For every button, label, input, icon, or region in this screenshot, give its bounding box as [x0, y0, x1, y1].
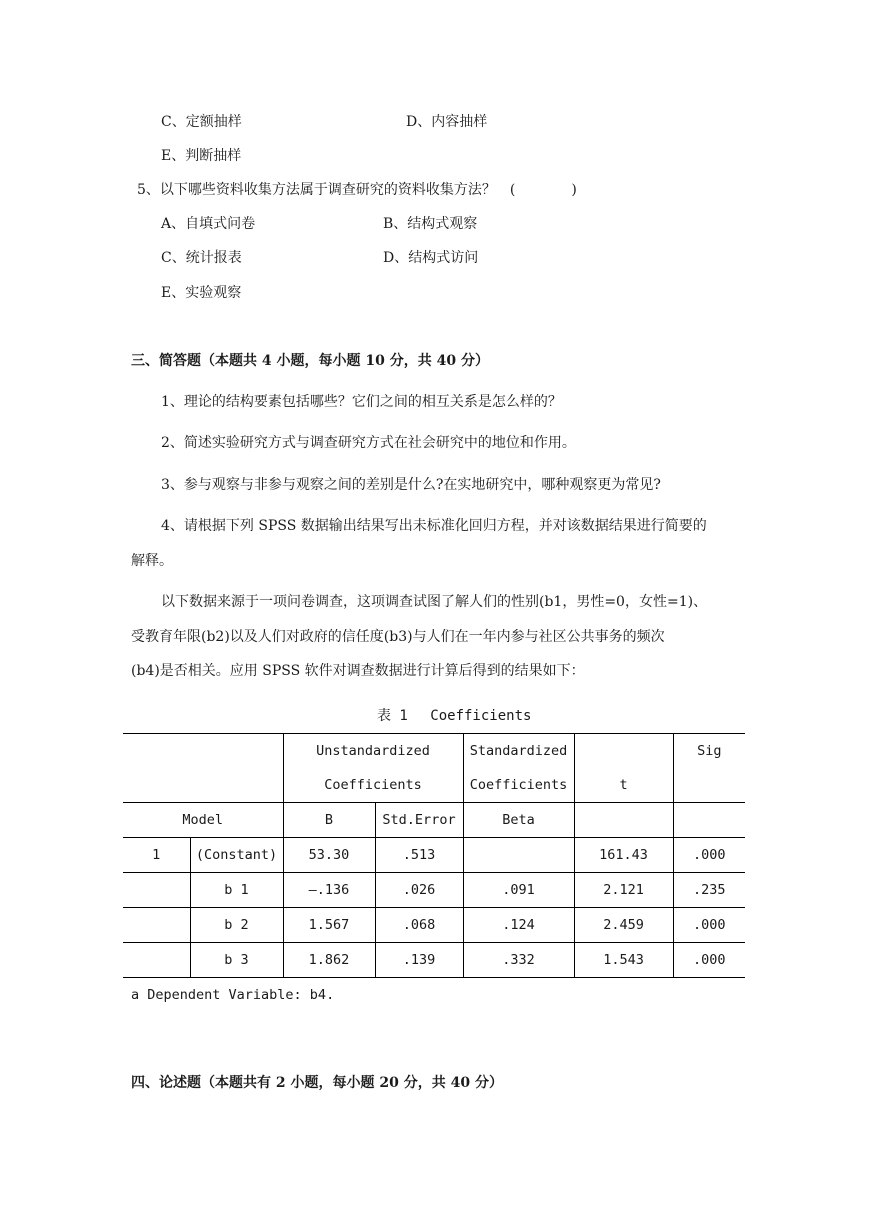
header-t-label: t	[619, 777, 628, 793]
question-5-stem: 5、以下哪些资料收集方法属于调查研究的资料收集方法？ ( )	[137, 182, 577, 198]
intro-paragraph-line1: 以下数据来源于一项问卷调查，这项调查试图了解人们的性别(b1，男性=0，女性=1)、	[161, 594, 708, 610]
cell-std-error: .068	[375, 908, 463, 943]
table-header-row-2	[123, 803, 745, 838]
coefficients-table	[123, 733, 745, 978]
cell-std-error: .026	[375, 873, 463, 908]
cell-b: 1.567	[283, 908, 375, 943]
header-standardized-line2: Coefficients	[469, 777, 568, 793]
option-d-q4: D、内容抽样	[406, 114, 488, 130]
cell-t: 1.543	[574, 943, 673, 978]
cell-variable: (Constant)	[190, 838, 283, 873]
table-footnote: a Dependent Variable: b4.	[131, 987, 335, 1003]
cell-sig: .000	[673, 908, 745, 943]
table-row	[123, 838, 745, 873]
header-unstandardized-line1: Unstandardized	[316, 743, 430, 759]
header-standardized	[463, 734, 574, 803]
cell-model	[123, 943, 190, 978]
cell-b: 1.862	[283, 943, 375, 978]
short-answer-q2: 2、简述实验研究方式与调查研究方式在社会研究中的地位和作用。	[161, 435, 576, 451]
section-4-title: 四、论述题（本题共有 2 小题，每小题 20 分，共 40 分）	[131, 1075, 503, 1091]
intro-paragraph-line3: (b4)是否相关。应用 SPSS 软件对调查数据进行计算后得到的结果如下：	[131, 663, 585, 679]
cell-model	[123, 873, 190, 908]
cell-beta	[463, 838, 574, 873]
option-a-q5: A、自填式问卷	[161, 216, 256, 232]
option-b-q5: B、结构式观察	[383, 216, 478, 232]
cell-sig: .000	[673, 943, 745, 978]
header-b: B	[283, 803, 375, 838]
cell-variable: b 2	[190, 908, 283, 943]
header-sig	[673, 734, 745, 803]
section-3-title: 三、简答题（本题共 4 小题，每小题 10 分，共 40 分）	[131, 353, 489, 369]
cell-model	[123, 908, 190, 943]
cell-beta: .124	[463, 908, 574, 943]
cell-variable: b 3	[190, 943, 283, 978]
cell-sig: .000	[673, 838, 745, 873]
option-c-q5: C、统计报表	[161, 250, 242, 266]
header-t-empty	[574, 803, 673, 838]
cell-std-error: .139	[375, 943, 463, 978]
cell-std-error: .513	[375, 838, 463, 873]
cell-variable: b 1	[190, 873, 283, 908]
header-unstandardized	[283, 734, 463, 803]
cell-t: 2.459	[574, 908, 673, 943]
header-sig-label: Sig	[697, 743, 722, 759]
cell-beta: .332	[463, 943, 574, 978]
header-t	[574, 734, 673, 803]
short-answer-q3: 3、参与观察与非参与观察之间的差别是什么?在实地研究中，哪种观察更为常见?	[161, 477, 661, 493]
header-std-error: Std.Error	[375, 803, 463, 838]
cell-b: 53.30	[283, 838, 375, 873]
table-header-row-1	[123, 734, 745, 803]
header-sig-empty	[673, 803, 745, 838]
header-beta: Beta	[463, 803, 574, 838]
cell-sig: .235	[673, 873, 745, 908]
table-row	[123, 908, 745, 943]
cell-b: —.136	[283, 873, 375, 908]
intro-paragraph-line2: 受教育年限(b2)以及人们对政府的信任度(b3)与人们在一年内参与社区公共事务的频次	[131, 629, 665, 645]
option-c-q4: C、定额抽样	[161, 114, 242, 130]
short-answer-q1: 1、理论的结构要素包括哪些？它们之间的相互关系是怎么样的？	[161, 394, 562, 410]
cell-t: 2.121	[574, 873, 673, 908]
header-standardized-line1: Standardized	[469, 743, 568, 759]
header-unstandardized-line2: Coefficients	[324, 777, 422, 793]
short-answer-q4-line2: 解释。	[131, 553, 173, 569]
short-answer-q4-line1: 4、请根据下列 SPSS 数据输出结果写出未标准化回归方程，并对该数据结果进行简要的	[161, 518, 707, 534]
option-e-q4: E、判断抽样	[161, 148, 242, 164]
header-model: Model	[123, 803, 283, 838]
table-row	[123, 873, 745, 908]
header-empty-cell	[123, 734, 283, 803]
table-caption: 表 1 Coefficients	[377, 708, 532, 724]
cell-model: 1	[123, 838, 190, 873]
option-d-q5: D、结构式访问	[383, 250, 479, 266]
cell-beta: .091	[463, 873, 574, 908]
cell-t: 161.43	[574, 838, 673, 873]
table-row	[123, 943, 745, 978]
option-e-q5: E、实验观察	[161, 285, 242, 301]
